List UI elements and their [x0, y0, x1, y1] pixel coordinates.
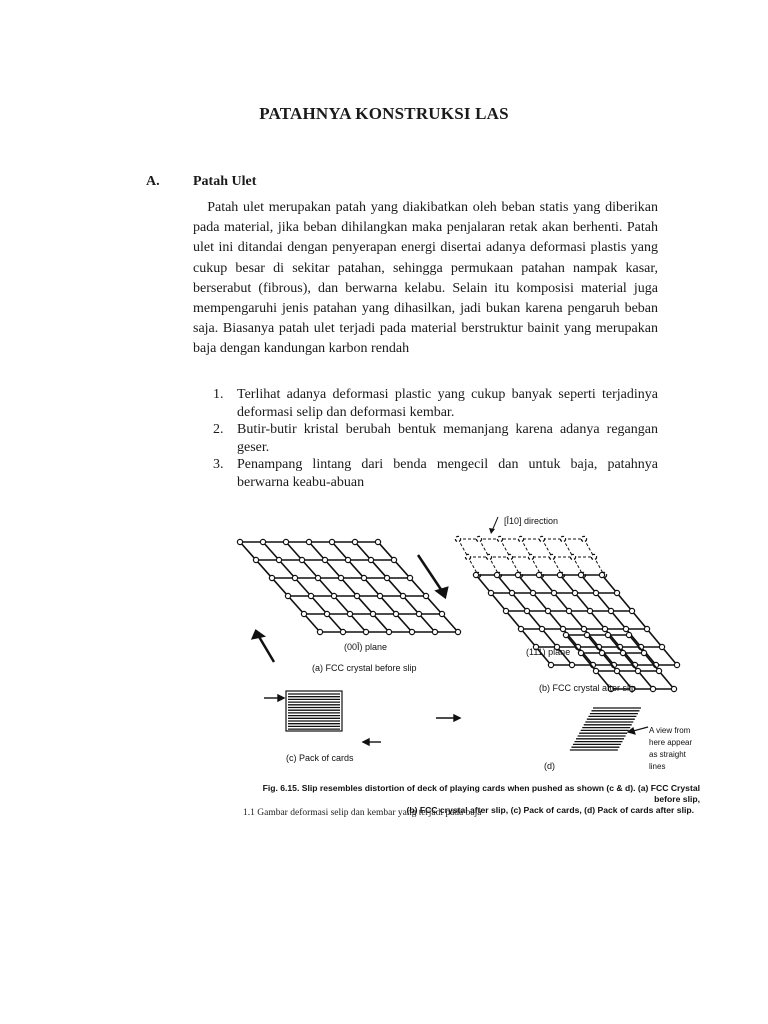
slip-deformation-figure	[236, 505, 726, 810]
section-paragraph	[193, 198, 658, 360]
direction-arrowhead	[489, 528, 495, 534]
plane-a-label: (00Ī) plane	[344, 642, 388, 652]
list-number: 2.	[213, 422, 224, 438]
direction-label: [Ī10] direction	[504, 516, 559, 526]
view-note: here appear	[649, 738, 693, 747]
paragraph-text: Patah ulet merupakan patah yang diakibatkan oleh beban statis yang diberikan pada material, jika beban dihilangkan maka penjalaran retak akan berhenti. Patah ulet ini ditandai dengan penyerapan energi disertai adanya deformasi plastis yang cukup besar di sekitar patahan, sehingga permukaan patahan nampak kasar, berserabut (fibrous), dan berwarna kelabu. Selain itu komposisi material juga mempengaruhi jenis patahan yang dihasilkan, jadi bukan karena pengaruh beban saja. Biasanya patah ulet terjadi pada material berstruktur bainit yang merupakan baja dengan kandungan karbon rendah	[193, 200, 658, 357]
list-item	[213, 386, 658, 421]
pack-of-cards-after-slip	[570, 708, 641, 750]
fcc-lattice-after-slip	[473, 572, 679, 691]
caption-a: (a) FCC crystal before slip	[312, 663, 417, 673]
view-note: lines	[649, 762, 666, 771]
caption-c: (c) Pack of cards	[286, 753, 354, 763]
document-figure-caption: 1.1 Gambar deformasi selip dan kembar yang terjadi pada baja	[243, 808, 482, 818]
list-number: 3.	[213, 457, 224, 473]
pack-of-cards	[286, 691, 342, 731]
view-note: as straight	[649, 750, 686, 759]
list-text: Penampang lintang dari benda mengecil dan untuk baja, patahnya berwarna keabu-abuan	[237, 457, 658, 490]
plane-b-label: (111) plane	[526, 647, 571, 657]
view-arrow	[628, 727, 648, 734]
characteristics-list	[213, 386, 658, 492]
list-number: 1.	[213, 387, 224, 402]
section-heading: Patah Ulet	[193, 174, 257, 189]
caption-d: (d)	[544, 761, 555, 771]
list-item	[213, 456, 658, 491]
view-note: A view from	[649, 726, 691, 735]
list-item	[213, 421, 658, 456]
figure-caption-line: Fig. 6.15. Slip resembles distortion of deck of playing cards when pushed as shown (c & d). (a) FCC Crystal before slip,	[262, 783, 700, 804]
figure-caption-line: (b) FCC crystal after slip, (c) Pack of cards, (d) Pack of cards after slip.	[406, 805, 694, 815]
list-text: Butir-butir kristal berubah bentuk memanjang karena adanya regangan geser.	[237, 422, 658, 455]
fcc-lattice-original-position	[455, 536, 606, 577]
list-text: Terlihat adanya deformasi plastic yang cukup banyak seperti terjadinya deformasi selip dan deformasi kembar.	[237, 387, 658, 420]
caption-b: (b) FCC crystal after slip	[539, 683, 637, 693]
fcc-lattice-before-slip	[237, 539, 460, 634]
section-letter: A.	[146, 174, 160, 189]
page-title: PATAHNYA KONSTRUKSI LAS	[259, 104, 509, 123]
